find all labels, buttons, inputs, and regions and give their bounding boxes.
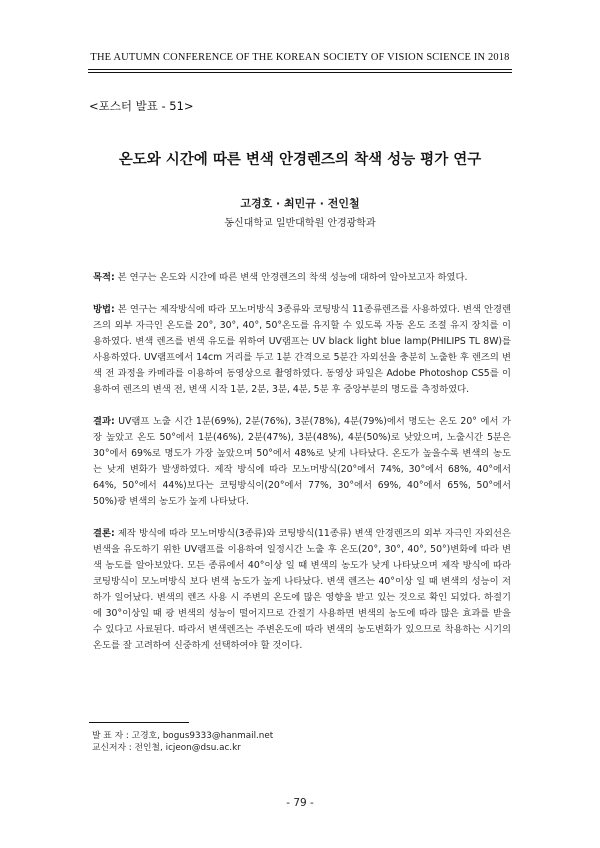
results-label: 결과: [93, 416, 115, 427]
results-text: UV램프 노출 시간 1분(69%), 2분(76%), 3분(78%), 4분(79%)에서 명도는 온도 20° 에서 가장 높았고 온도 50°에서 1분(46%), 2분(47%), 3분(48%), 4분(50%)로 낮았으며, 노출시간 5분은 30°에서 69%로 명도가 가장 높았으며 50°에서 48%로 낮게 나타났다. 온도가 높을수록 변색의 농도는 낮게 변화가 발생하였다. 제작 방식에 따라 모노머방식(20°에서 74%, 30°에서 68%, 40°에서 64%, 50°에서 44%)보다는 코팅방식이(20°에서 77%, 30°에서 69%, 40°에서 65%, 50°에서 50%)광 변색의 농도가 높게 나타났다. [93, 416, 511, 507]
conference-header: THE AUTUMN CONFERENCE OF THE KOREAN SOCIETY OF VISION SCIENCE IN 2018 [90, 52, 510, 63]
purpose-text: 본 연구는 온도와 시간에 따른 변색 안경렌즈의 착색 성능에 대하여 알아보고자 하였다. [114, 272, 468, 283]
abstract-body [93, 270, 511, 670]
conclusion-label: 결론: [93, 528, 115, 539]
purpose-label: 목적: [93, 272, 115, 283]
section-label: <포스터 발표 - 51> [89, 99, 194, 113]
results-paragraph [93, 414, 511, 510]
footnote-rule [89, 722, 189, 723]
conclusion-paragraph [93, 526, 511, 654]
conclusion-text: 제작 방식에 따라 모노머방식(3종류)와 코팅방식(11종류) 변색 안경렌즈의 외부 자극인 자외선은 변색을 유도하기 위한 UV램프를 이용하여 일정시간 노출 후 온도(20°, 30°, 40°, 50°)변화에 따라 변색 농도를 알아보았다. 모든 종류에서 40°이상 일 때 변색의 농도가 낮게 나타났으며 제작 방식에 따라 코팅방식이 모노머방식 보다 변색 농도가 높게 나타났다. 변색 렌즈는 40°이상 일 때 변색의 성능이 저하가 일어났다. 변색의 렌즈 사용 시 주변의 온도에 많은 영향을 받고 있는 것으로 확인 되었다. 하절기에 30°이상일 때 광 변색의 성능이 떨어지므로 간절기 사용하면 변색의 농도에 따라 많은 효과를 받을 수 있다고 사료된다. 따라서 변색렌즈는 주변온도에 따라 변색의 농도변화가 있으므로 착용하는 시기의 온도를 잘 고려하여 신중하게 선택하여야 할 것이다. [93, 528, 511, 651]
header-rule [88, 69, 512, 73]
authors: 고경호 · 최민규 · 전인철 [240, 197, 360, 210]
footnotes [92, 730, 273, 754]
presenter-note: 발 표 자 : 고경호, bogus9333@hanmail.net [92, 731, 274, 741]
method-paragraph [93, 302, 511, 398]
paper-title: 온도와 시간에 따른 변색 안경렌즈의 착색 성능 평가 연구 [118, 152, 482, 168]
purpose-paragraph [93, 270, 511, 286]
affiliation: 동신대학교 일반대학원 안경광학과 [224, 218, 376, 229]
method-label: 방법: [93, 304, 115, 315]
corresponding-note: 교신저자 : 전인철, icjeon@dsu.ac.kr [92, 743, 241, 754]
page-number: - 79 - [286, 797, 314, 809]
method-text: 본 연구는 제작방식에 따라 모노머방식 3종류와 코팅방식 11종류렌즈를 사용하였다. 변색 안경렌즈의 외부 자극인 온도를 20°, 30°, 40°, 50°온도를 유지할 수 있도록 자동 온도 조절 유지 장치를 이용하였다. 변색 렌즈를 변색 유도를 위하여 UV램프는 UV black light blue lamp(PHILIPS TL 8W)를 사용하였다. UV램프에서 14cm 거리를 두고 1분 간격으로 5분간 자외선을 충분히 노출한 후 렌즈의 변색 전 과정을 카메라를 이용하여 동영상으로 촬영하였다. 동영상 파일은 Adobe Photoshop CS5를 이용하여 렌즈의 변색 전, 변색 시작 1분, 2분, 3분, 4분, 5분 후 중앙부분의 명도를 측정하였다. [93, 304, 511, 395]
